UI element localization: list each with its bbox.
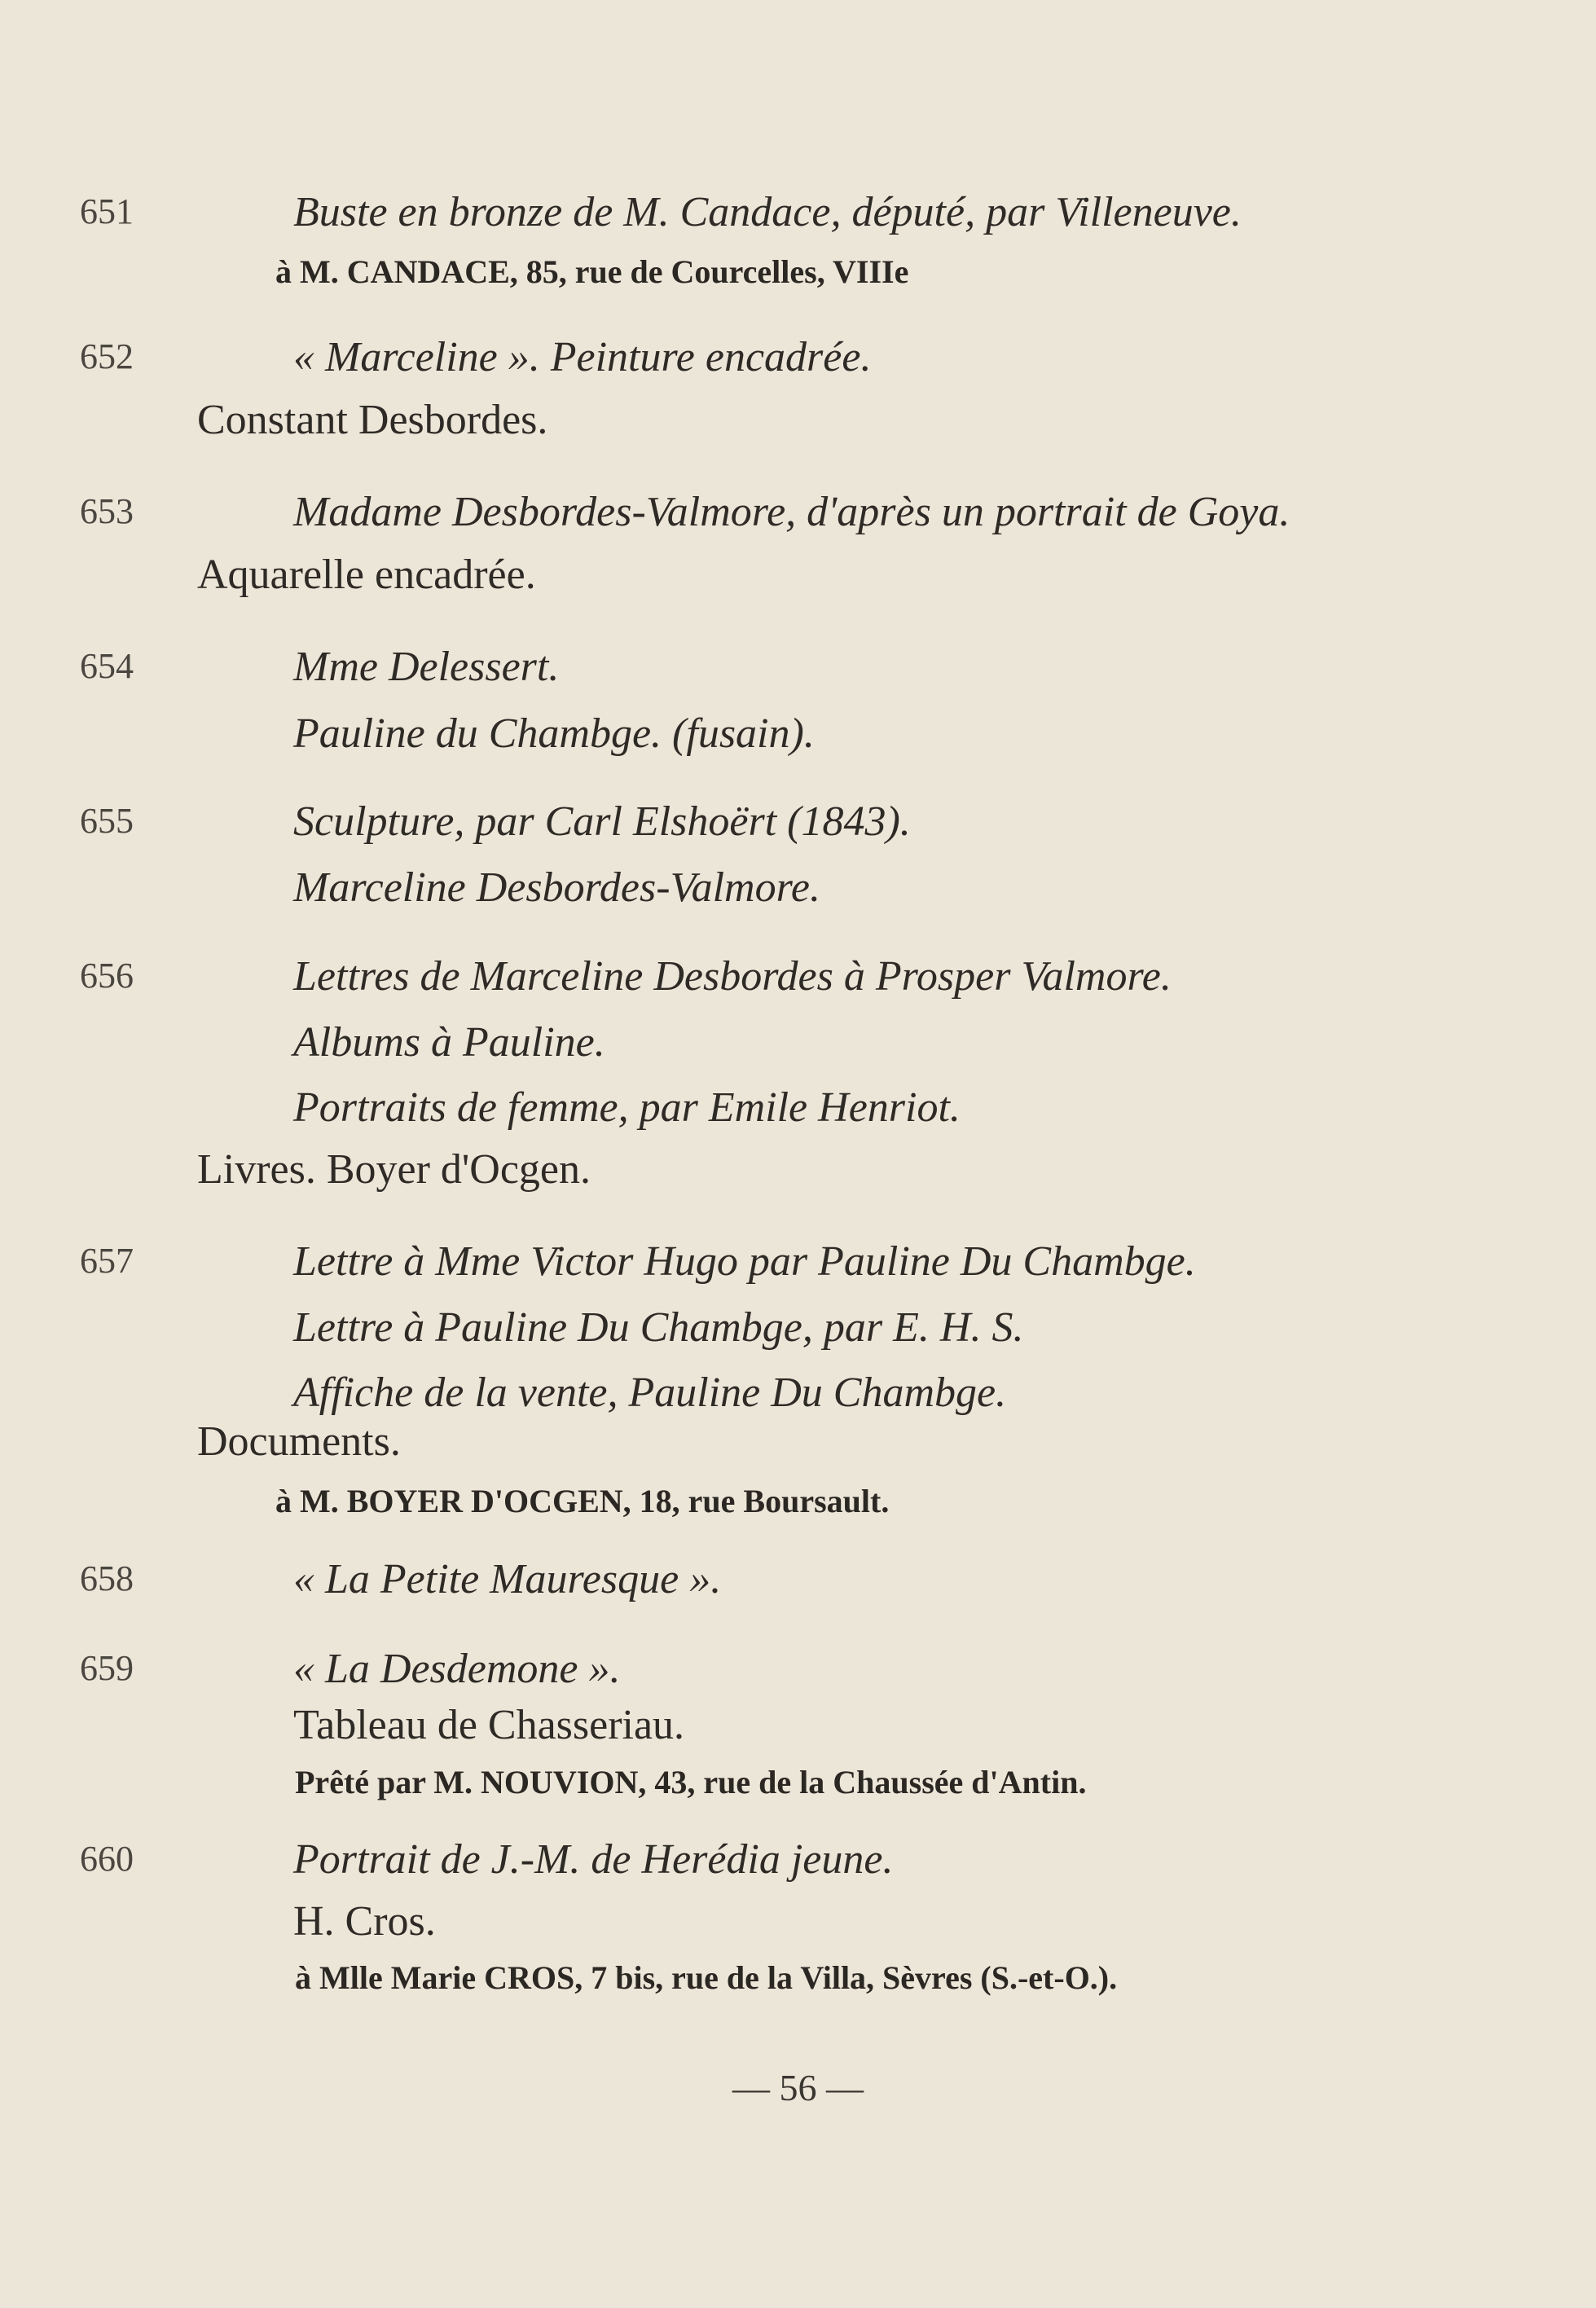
entry-note: Livres. Boyer d'Ocgen. [197, 1146, 591, 1193]
entry-title: Madame Desbordes-Valmore, d'après un portrait de Goya. [293, 489, 1290, 535]
entry-owner: à Mlle Marie CROS, 7 bis, rue de la Villa, Sèvres (S.-et-O.). [295, 1959, 1118, 1996]
entry-line: Affiche de la vente, Pauline Du Chambge. [293, 1369, 1007, 1416]
entry-line: Lettre à Pauline Du Chambge, par E. H. S. [293, 1304, 1024, 1351]
entry-title: Sculpture, par Carl Elshoërt (1843). [293, 798, 911, 845]
entry-line: Portraits de femme, par Emile Henriot. [293, 1084, 961, 1131]
entry-title: Mme Delessert. [293, 644, 560, 690]
entry-number: 656 [80, 956, 134, 996]
entry-line: Pauline du Chambge. (fusain). [293, 710, 815, 757]
entry-number: 655 [80, 801, 134, 841]
entry-number: 657 [80, 1241, 134, 1281]
entry-title: Portrait de J.-M. de Herédia jeune. [293, 1836, 894, 1883]
entry-owner: à M. BOYER D'OCGEN, 18, rue Boursault. [275, 1483, 890, 1519]
page-number: — 56 — [732, 2067, 864, 2108]
entry-number: 653 [80, 491, 134, 531]
entry-note: Tableau de Chasseriau. [293, 1702, 685, 1748]
entry-title: Buste en bronze de M. Candace, député, par Villeneuve. [293, 189, 1242, 235]
entry-title: « La Petite Mauresque ». [293, 1556, 722, 1602]
entry-note: Constant Desbordes. [197, 397, 548, 443]
entry-owner: à M. CANDACE, 85, rue de Courcelles, VIIIe [275, 253, 909, 290]
entry-note: Documents. [197, 1418, 401, 1465]
entry-title: « La Desdemone ». [293, 1646, 621, 1692]
entry-number: 659 [80, 1648, 134, 1688]
entry-title: « Marceline ». Peinture encadrée. [293, 334, 872, 380]
entry-title: Lettres de Marceline Desbordes à Prosper Valmore. [293, 953, 1172, 1000]
entry-line: Marceline Desbordes-Valmore. [293, 864, 820, 911]
entry-owner: Prêté par M. NOUVION, 43, rue de la Chaussée d'Antin. [295, 1764, 1087, 1800]
entry-number: 651 [80, 191, 134, 231]
entry-note: Aquarelle encadrée. [197, 552, 536, 598]
entry-number: 660 [80, 1839, 134, 1879]
entry-line: Albums à Pauline. [293, 1019, 605, 1066]
entry-title: Lettre à Mme Victor Hugo par Pauline Du Chambge. [293, 1238, 1196, 1285]
entry-number: 658 [80, 1558, 134, 1598]
entry-number: 654 [80, 646, 134, 686]
entry-number: 652 [80, 336, 134, 376]
entry-note: H. Cros. [293, 1898, 436, 1945]
